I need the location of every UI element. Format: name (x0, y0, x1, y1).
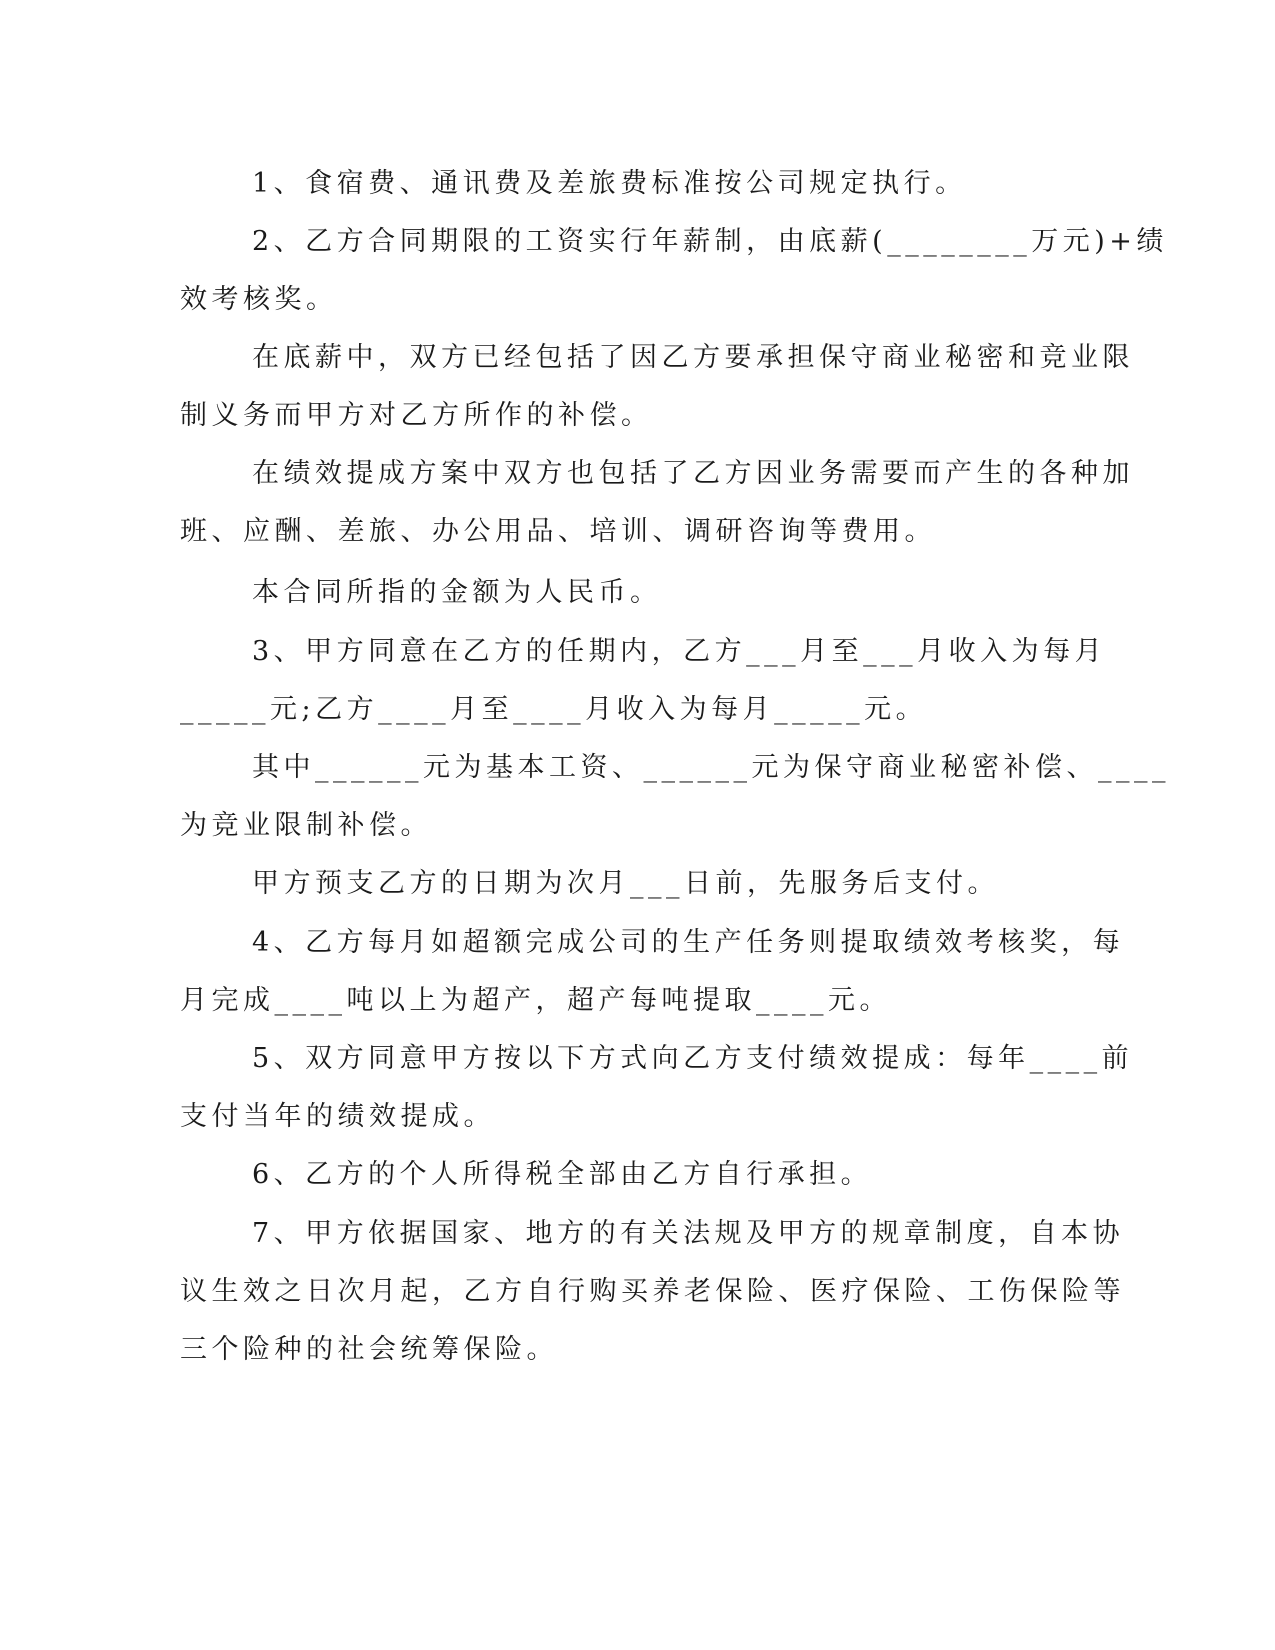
clause-2-line-1: 2、乙方合同期限的工资实行年薪制，由底薪(________万元)+绩 (252, 226, 1168, 257)
clause-4-line-2: 月完成____吨以上为超产，超产每吨提取____元。 (180, 985, 891, 1016)
clause-5-line-1: 5、双方同意甲方按以下方式向乙方支付绩效提成：每年____前 (252, 1043, 1134, 1074)
base-salary-paragraph-line-1: 在底薪中，双方已经包括了因乙方要承担保守商业秘密和竞业限 (252, 342, 1134, 373)
performance-paragraph-line-1: 在绩效提成方案中双方也包括了乙方因业务需要而产生的各种加 (252, 458, 1134, 489)
clause-2-line-2: 效考核奖。 (180, 284, 338, 315)
clause-7-line-3: 三个险种的社会统筹保险。 (180, 1334, 558, 1365)
clause-1: 1、食宿费、通讯费及差旅费标准按公司规定执行。 (252, 168, 967, 199)
advance-payment-paragraph: 甲方预支乙方的日期为次月___日前，先服务后支付。 (252, 868, 999, 899)
currency-paragraph: 本合同所指的金额为人民币。 (252, 577, 662, 608)
clause-4-line-1: 4、乙方每月如超额完成公司的生产任务则提取绩效考核奖，每 (252, 927, 1125, 958)
clause-5-line-2: 支付当年的绩效提成。 (180, 1101, 495, 1132)
clause-3-line-2: _____元;乙方____月至____月收入为每月_____元。 (180, 694, 928, 725)
salary-breakdown-line-2: 为竞业限制补偿。 (180, 810, 432, 841)
clause-3-line-1: 3、甲方同意在乙方的任期内，乙方___月至___月收入为每月 (252, 636, 1107, 667)
performance-paragraph-line-2: 班、应酬、差旅、办公用品、培训、调研咨询等费用。 (180, 516, 936, 547)
clause-6: 6、乙方的个人所得税全部由乙方自行承担。 (252, 1159, 873, 1190)
base-salary-paragraph-line-2: 制义务而甲方对乙方所作的补偿。 (180, 400, 653, 431)
clause-7-line-2: 议生效之日次月起，乙方自行购买养老保险、医疗保险、工伤保险等 (180, 1276, 1125, 1307)
clause-7-line-1: 7、甲方依据国家、地方的有关法规及甲方的规章制度，自本协 (252, 1218, 1125, 1249)
salary-breakdown-line-1: 其中______元为基本工资、______元为保守商业秘密补偿、____ (252, 752, 1170, 783)
